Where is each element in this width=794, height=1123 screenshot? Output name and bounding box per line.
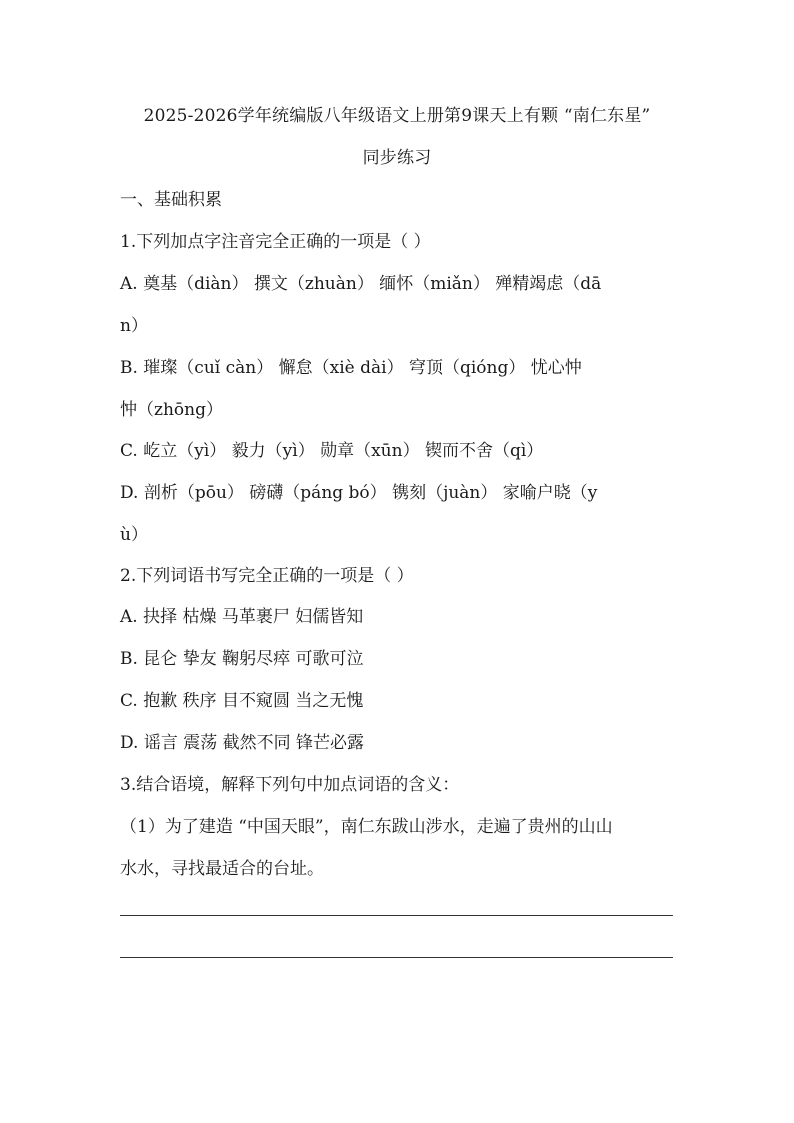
answer-line[interactable] xyxy=(120,915,673,916)
question-1-option-d: D. 剖析（pōu） 磅礴（páng bó） 镌刻（juàn） 家喻户晓（y xyxy=(120,483,598,503)
question-1-option-a-cont: n） xyxy=(120,316,148,336)
question-3-part-1-cont: 水水，寻找最适合的台址。 xyxy=(120,859,324,879)
question-3-stem: 3.结合语境，解释下列句中加点词语的含义： xyxy=(120,775,460,795)
document-subtitle: 同步练习 xyxy=(362,148,432,168)
question-1-option-a: A. 奠基（diàn） 撰文（zhuàn） 缅怀（miǎn） 殚精竭虑（dā xyxy=(120,274,602,294)
question-1-stem: 1.下列加点字注音完全正确的一项是（ ） xyxy=(120,232,431,252)
question-1-option-d-cont: ù） xyxy=(120,525,148,545)
question-3-part-1: （1）为了建造 “中国天眼”，南仁东跋山涉水，走遍了贵州的山山 xyxy=(120,817,613,837)
question-2-option-c: C. 抱歉 秩序 目不窥圆 当之无愧 xyxy=(120,691,364,711)
section-heading-basics: 一、基础积累 xyxy=(120,190,222,210)
question-1-option-b-cont: 忡（zhōng） xyxy=(120,400,223,420)
question-1-option-b: B. 璀璨（cuǐ càn） 懈怠（xiè dài） 穹顶（qióng） 忧心忡 xyxy=(120,358,582,378)
document-title: 2025-2026学年统编版八年级语文上册第9课天上有颗 “南仁东星” xyxy=(143,106,651,126)
question-1-option-c: C. 屹立（yì） 毅力（yì） 勋章（xūn） 锲而不舍（qì） xyxy=(120,441,544,461)
question-2-option-d: D. 谣言 震荡 截然不同 锋芒必露 xyxy=(120,733,365,753)
question-2-stem: 2.下列词语书写完全正确的一项是（ ） xyxy=(120,566,414,586)
question-2-option-a: A. 抉择 枯燥 马革裹尸 妇儒皆知 xyxy=(120,607,364,627)
question-2-option-b: B. 昆仑 挚友 鞠躬尽瘁 可歌可泣 xyxy=(120,649,364,669)
answer-line[interactable] xyxy=(120,957,673,958)
